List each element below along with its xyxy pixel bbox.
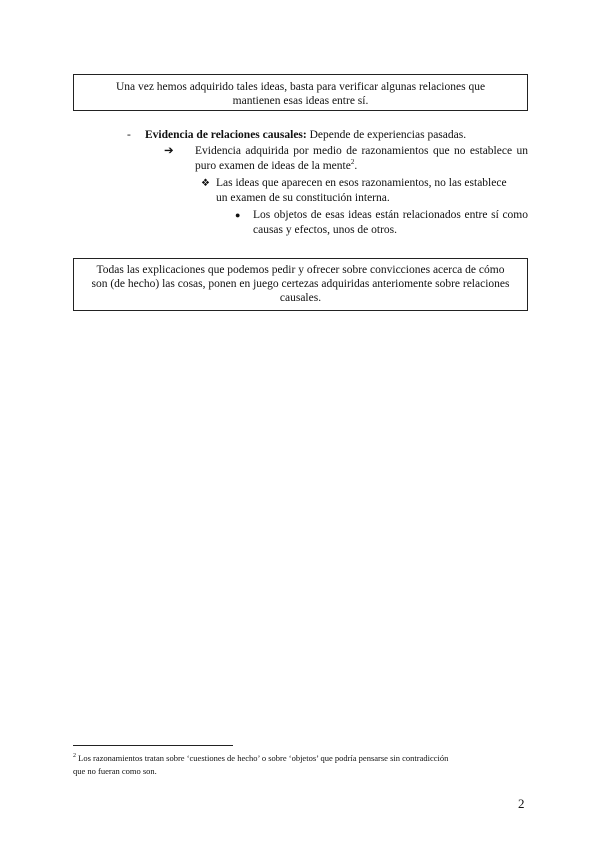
footnote-reference[interactable]: 2 xyxy=(350,158,355,167)
summary-box-top-line-2: mantienen esas ideas entre sí. xyxy=(232,95,369,107)
dash-marker: - xyxy=(127,129,131,141)
summary-box-bottom xyxy=(73,258,528,311)
bullet-level-1-heading: Evidencia de relaciones causales: xyxy=(145,129,307,141)
page-number: 2 xyxy=(518,796,525,811)
bullet-level-4-text: Los objetos de esas ideas están relacionados entre sí como causas y efectos, unos de otros. xyxy=(253,209,528,236)
bullet-level-3 xyxy=(201,176,528,206)
footnote-line-1: Los razonamientos tratan sobre ‘cuestiones de hecho’ o sobre ‘objetos’ que podría pensarse sin contradicción xyxy=(76,753,449,763)
bullet-level-2-text: Evidencia adquirida por medio de razonamientos que no establece un puro examen de ideas de la mente xyxy=(195,145,528,172)
bullet-level-1 xyxy=(127,128,466,143)
footnote xyxy=(73,752,528,778)
footnote-separator xyxy=(73,745,233,746)
footnote-number: 2 xyxy=(73,753,76,760)
diamond-marker-icon: ❖ xyxy=(201,178,210,189)
bullet-level-4 xyxy=(235,208,528,238)
bullet-level-2-trailing: . xyxy=(354,160,358,172)
summary-box-top-line-1: Una vez hemos adquirido tales ideas, basta para verificar algunas relaciones que xyxy=(115,81,486,93)
bullet-level-2 xyxy=(164,144,528,174)
summary-box-top xyxy=(73,74,528,111)
bullet-level-3-line-2: un examen de su constitución interna. xyxy=(216,192,390,204)
summary-box-bottom-line-3: causales. xyxy=(279,292,322,304)
bullet-level-3-line-1: Las ideas que aparecen en esos razonamientos, no las establece xyxy=(216,177,507,189)
summary-box-bottom-line-1: Todas las explicaciones que podemos pedir y ofrecer sobre convicciones acerca de cómo xyxy=(96,264,505,276)
summary-box-bottom-line-2: son (de hecho) las cosas, ponen en juego certezas adquiridas anteriomente sobre relaciones xyxy=(91,278,510,290)
footnote-line-2: que no fueran como son. xyxy=(73,766,157,776)
circle-marker-icon: ● xyxy=(235,210,241,220)
bullet-level-1-text: Depende de experiencias pasadas. xyxy=(306,129,467,141)
arrow-marker-icon: ➔ xyxy=(164,145,174,157)
